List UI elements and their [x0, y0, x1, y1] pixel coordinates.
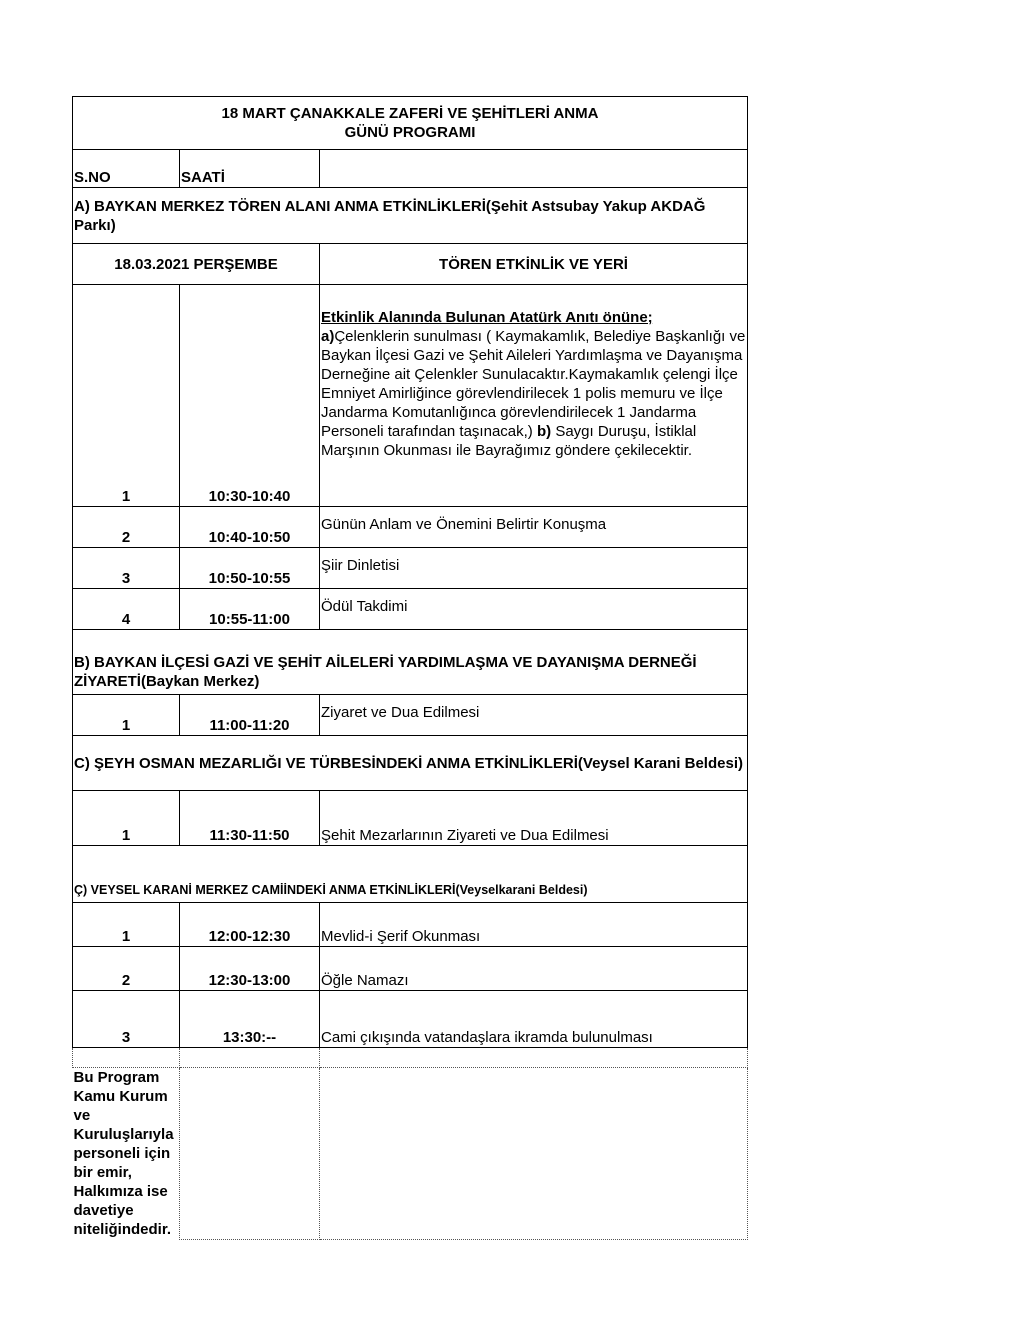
section-a-date: 18.03.2021 PERŞEMBE	[73, 244, 320, 285]
row-number: 1	[73, 285, 180, 507]
row-time: 11:00-11:20	[180, 695, 320, 736]
section-cc-title: Ç) VEYSEL KARANİ MERKEZ CAMİİNDEKİ ANMA ETKİNLİKLERİ(Veyselkarani Beldesi)	[73, 846, 748, 903]
page-title	[73, 97, 748, 150]
section-a-column-title: TÖREN ETKİNLİK VE YERİ	[320, 244, 748, 285]
footer-row	[73, 1068, 748, 1240]
table-row	[73, 791, 748, 846]
header-sno: S.NO	[73, 150, 180, 188]
section-b-place: (Baykan Merkez)	[140, 673, 260, 690]
section-b-title-text: B) BAYKAN İLÇESİ GAZİ VE ŞEHİT AİLELERİ YARDIMLAŞMA VE DAYANIŞMA DERNEĞİ ZİYARETİ	[74, 654, 697, 690]
row-time: 10:50-10:55	[180, 548, 320, 589]
section-a-title: A) BAYKAN MERKEZ TÖREN ALANI ANMA ETKİNLİKLERİ(Şehit Astsubay Yakup AKDAĞ Parkı)	[73, 188, 748, 244]
table-row	[73, 695, 748, 736]
spacer-cell	[180, 1048, 320, 1068]
table-row	[73, 589, 748, 630]
table-row	[73, 991, 748, 1048]
row-number: 1	[73, 903, 180, 947]
label-b: b)	[536, 423, 552, 440]
activity-text	[321, 327, 746, 460]
text-a: Çelenklerin sunulması ( Kaymakamlık, Belediye Başkanlığı ve Baykan İlçesi Gazi ve Şehit Aileleri Yardımlaşma ve Dayanışma Derneğine ait Çelenkler Sunulacaktır.Kaymakamlık çelengi İlçe Emniyet Amirliğince görevlendirilecek 1 polis memuru ve İlçe Jandarma Komutanlığınca görevlendirilecek 1 Jandarma Personeli tarafından taşınacak,)	[321, 328, 746, 440]
table-row	[73, 548, 748, 589]
row-time: 12:00-12:30	[180, 903, 320, 947]
row-number: 2	[73, 947, 180, 991]
row-number: 3	[73, 548, 180, 589]
row-time: 11:30-11:50	[180, 791, 320, 846]
title-line-1: 18 MART ÇANAKKALE ZAFERİ VE ŞEHİTLERİ ANMA	[221, 105, 599, 122]
row-activity: Cami çıkışında vatandaşlara ikramda bulunulması	[320, 991, 748, 1048]
section-c-title: C) ŞEYH OSMAN MEZARLIĞI VE TÜRBESİNDEKİ ANMA ETKİNLİKLERİ(Veysel Karani Beldesi)	[73, 736, 748, 791]
header-empty	[320, 150, 748, 188]
footer-empty	[180, 1068, 320, 1240]
row-time: 12:30-13:00	[180, 947, 320, 991]
row-number: 2	[73, 507, 180, 548]
table-row	[73, 507, 748, 548]
row-activity	[320, 285, 748, 507]
row-time: 10:55-11:00	[180, 589, 320, 630]
row-time: 13:30:--	[180, 991, 320, 1048]
row-number: 1	[73, 695, 180, 736]
row-time: 10:40-10:50	[180, 507, 320, 548]
row-number: 4	[73, 589, 180, 630]
table-row	[73, 285, 748, 507]
program-table	[72, 96, 748, 1240]
table-row	[73, 903, 748, 947]
row-time: 10:30-10:40	[180, 285, 320, 507]
row-activity: Şiir Dinletisi	[320, 548, 748, 589]
row-activity: Mevlid-i Şerif Okunması	[320, 903, 748, 947]
spacer-row	[73, 1048, 748, 1068]
section-b-title	[73, 630, 748, 695]
spacer-cell	[73, 1048, 180, 1068]
footer-empty	[320, 1068, 748, 1240]
table-row	[73, 947, 748, 991]
footer-note: Bu Program Kamu Kurum ve Kuruluşlarıyla personeli için bir emir, Halkımıza ise davetiye niteliğindedir.	[73, 1069, 174, 1238]
row-number: 3	[73, 991, 180, 1048]
activity-heading: Etkinlik Alanında Bulunan Atatürk Anıtı önüne;	[321, 309, 653, 326]
header-saat: SAATİ	[180, 150, 320, 188]
row-activity: Günün Anlam ve Önemini Belirtir Konuşma	[320, 507, 748, 548]
row-activity: Öğle Namazı	[320, 947, 748, 991]
row-activity: Şehit Mezarlarının Ziyareti ve Dua Edilmesi	[320, 791, 748, 846]
row-number: 1	[73, 791, 180, 846]
spacer-cell	[320, 1048, 748, 1068]
text-b: Saygı Duruşu, İstiklal Marşının Okunması ile Bayrağımız göndere çekilecektir.	[321, 423, 697, 459]
label-a: a)	[321, 328, 335, 345]
title-line-2: GÜNÜ PROGRAMI	[344, 124, 476, 141]
row-activity: Ziyaret ve Dua Edilmesi	[320, 695, 748, 736]
row-activity: Ödül Takdimi	[320, 589, 748, 630]
